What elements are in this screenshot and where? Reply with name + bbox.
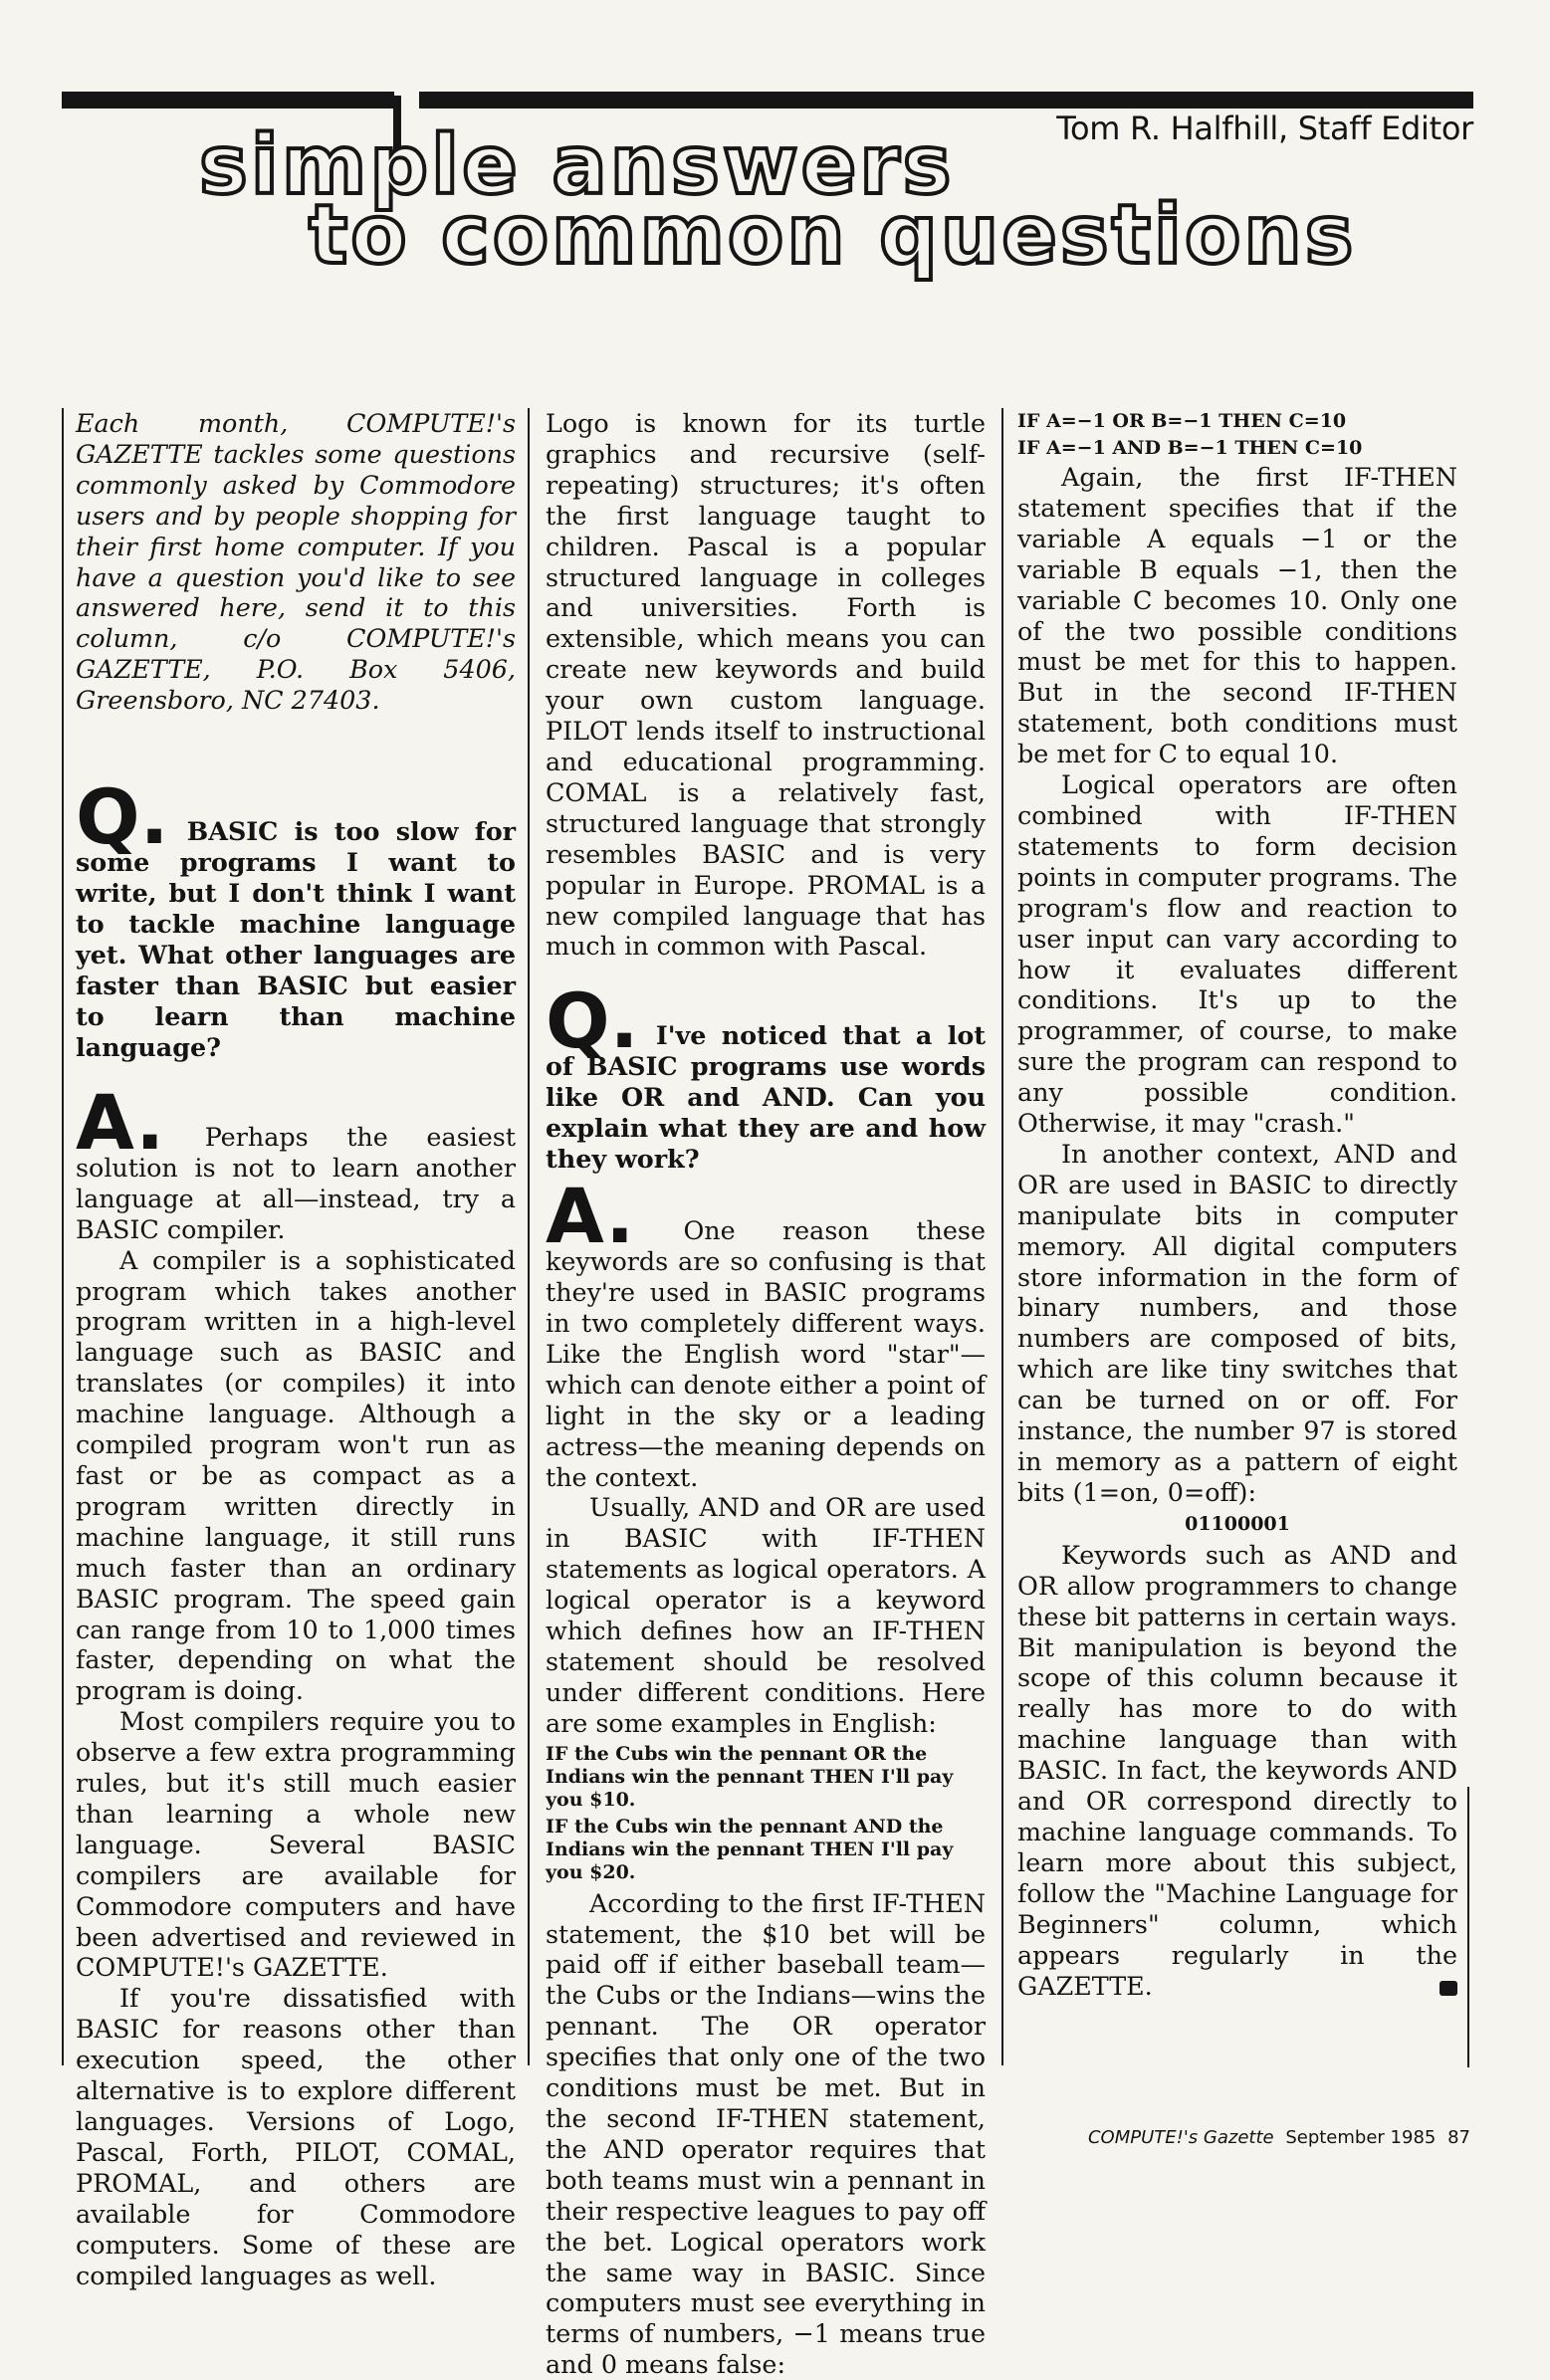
answer-1-p2: A compiler is a sophisticated program which takes another program written in a high-level language such as BASIC and translates (or compiles) it into machine language. Although a compiled program won't run as fast or be as compact as a program written directly in machine language, it still runs much faster than an ordinary BASIC program. The speed gain can range from 10 to 1,000 times faster, depending on what the program is doing. bbox=[76, 1244, 516, 1706]
example-1: IF the Cubs win the pennant OR the Indians win the pennant THEN I'll pay you $10. bbox=[546, 1742, 954, 1811]
text-column-1 bbox=[76, 408, 517, 2290]
text-column-2 bbox=[546, 408, 986, 2380]
code-line-2: IF A=−1 AND B=−1 THEN C=10 bbox=[1017, 437, 1363, 459]
end-mark-icon bbox=[1439, 1981, 1457, 1996]
answer-2-p4: Again, the first IF-THEN statement specifies that if the variable A equals −1 or the variable B equals −1, then the variable C becomes 10. Only one of the two possible conditions must be met for this to happen. But in the second IF-THEN statement, both conditions must be met for C to equal 10. bbox=[1017, 462, 1457, 769]
intro-paragraph: Each month, COMPUTE!'s GAZETTE tackles some questions commonly asked by Commodore users and by people shopping for their first home computer. If you have a question you'd like to see answered here, send it to this column, c/o COMPUTE!'s GAZETTE, P.O. Box 5406, Greensboro, NC 27403. bbox=[76, 408, 516, 716]
answer-2-p5: Logical operators are often combined with IF-THEN statements to form decision points in computer programs. The program's flow and reaction to user input can vary according to how it evaluates different conditions. It's up to the programmer, of course, to make sure the program can respond to any possible condition. Otherwise, it may "crash." bbox=[1017, 769, 1457, 1139]
q-letter: Q. bbox=[546, 976, 639, 1066]
bit-pattern: 01100001 bbox=[1185, 1512, 1290, 1535]
page-number: 87 bbox=[1447, 2127, 1470, 2148]
column-rule bbox=[1001, 408, 1003, 2065]
byline: Tom R. Halfhill, Staff Editor bbox=[1056, 109, 1473, 147]
answer-1-p4: If you're dissatisfied with BASIC for reasons other than execution speed, the other alternative is to explore different languages. Versions of Logo, Pascal, Forth, PILOT, COMAL, PROMAL, and others are available for Commodore computers. Some of these are compiled languages as well. bbox=[76, 1983, 516, 2290]
question-1-text: BASIC is too slow for some programs I want to write, but I don't think I want to tackle machine language yet. What other languages are faster than BASIC but easier to learn than machine language? bbox=[76, 816, 517, 1063]
question-1 bbox=[76, 772, 517, 1063]
answer-2-p2: Usually, AND and OR are used in BASIC with IF-THEN statements as logical operators. A logical operator is a keyword which defines how an IF-THEN statement should be resolved under different conditions. Here are some examples in English: bbox=[546, 1492, 986, 1738]
question-2-text: I've noticed that a lot of BASIC programs use words like OR and AND. Can you explain what they are and how they work? bbox=[546, 1020, 986, 1175]
q-letter: Q. bbox=[76, 772, 169, 862]
page-footer bbox=[1082, 2127, 1470, 2148]
a-letter: A. bbox=[76, 1078, 165, 1168]
magazine-name: COMPUTE!'s Gazette bbox=[1087, 2127, 1274, 2148]
column-rule bbox=[528, 408, 530, 2065]
column-rule bbox=[62, 408, 64, 2065]
column-rule bbox=[1467, 1787, 1469, 2067]
column-title-line-1: simple answers bbox=[199, 118, 955, 213]
answer-2-lead bbox=[546, 1172, 986, 1492]
answer-2-p6: In another context, AND and OR are used in BASIC to directly manipulate bits in computer memory. All digital computers store information in the form of binary numbers, and those numbers are composed of bits, which are like tiny switches that can be turned on or off. For instance, the number 97 is stored in memory as a pattern of eight bits (1=on, 0=off): bbox=[1017, 1138, 1457, 1507]
answer-1-p3: Most compilers require you to observe a few extra programming rules, but it's still much easier than learning a whole new language. Several BASIC compilers are available for Commodore computers and have been advertised and reviewed in COMPUTE!'s GAZETTE. bbox=[76, 1706, 516, 1983]
question-2 bbox=[546, 976, 986, 1175]
a-letter: A. bbox=[546, 1172, 635, 1261]
answer-2-p7: Keywords such as AND and OR allow programmers to change these bit patterns in certain ways. Bit manipulation is beyond the scope of this column because it really has more to do with machine language than with BASIC. In fact, the keywords AND and OR correspond directly to machine language commands. To learn more about this subject, follow the "Machine Language for Beginners" column, which appears regularly in the GAZETTE. bbox=[1017, 1539, 1457, 2001]
answer-2-p3: According to the first IF-THEN statement, the $10 bet will be paid off if either baseball team—the Cubs or the Indians—wins the pennant. The OR operator specifies that only one of the two conditions must be met. But in the second IF-THEN statement, the AND operator requires that both teams must win a pennant in their respective leagues to pay off the bet. Logical operators work the same way in BASIC. Since computers must see everything in terms of numbers, −1 means true and 0 means false: bbox=[546, 1887, 986, 2380]
answer-2-p7-wrap bbox=[1017, 1540, 1457, 2002]
text-column-3 bbox=[1017, 408, 1457, 2058]
header-rule-right bbox=[419, 92, 1473, 108]
code-line-1: IF A=−1 OR B=−1 THEN C=10 bbox=[1017, 410, 1347, 432]
answer-2-p1: One reason these keywords are so confusing is that they're used in BASIC programs in two completely different ways. Like the English word "star"—which can denote either a point of light in the sky or a leading actress—the meaning depends on the context. bbox=[546, 1215, 986, 1492]
header-rule-left bbox=[62, 92, 394, 108]
answer-1-p5: Logo is known for its turtle graphics and recursive (self-repeating) structures; it's often the first language taught to children. Pascal is a popular structured language in colleges and universities. Forth is extensible, which means you can create new keywords and build your own custom language. PILOT lends itself to instructional and educational programming. COMAL is a relatively fast, structured language that strongly resembles BASIC and is very popular in Europe. PROMAL is a new compiled language that has much in common with Pascal. bbox=[546, 408, 986, 962]
column-title-line-2: to common questions bbox=[309, 188, 1357, 283]
example-2: IF the Cubs win the pennant AND the Indians win the pennant THEN I'll pay you $20. bbox=[546, 1815, 954, 1883]
issue-date: September 1985 bbox=[1285, 2127, 1437, 2148]
answer-1-p1: Perhaps the easiest solution is not to learn another language at all—instead, try a BASIC compiler. bbox=[76, 1122, 516, 1244]
answer-1-lead bbox=[76, 1078, 516, 1245]
